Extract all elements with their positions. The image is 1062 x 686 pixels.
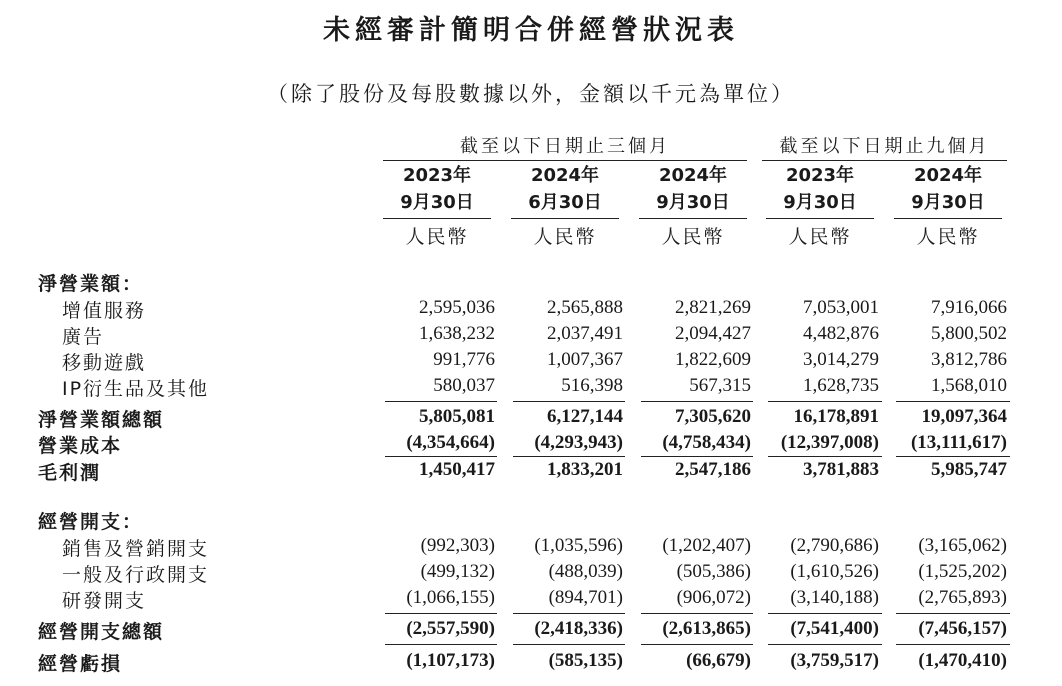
- row-label: IP衍生品及其他: [62, 378, 210, 400]
- cell-value: (4,293,943): [534, 432, 623, 453]
- cell-value: (7,456,157): [918, 618, 1007, 639]
- cell-value: 1,822,609: [675, 349, 751, 370]
- currency-label: 人民幣: [788, 226, 852, 248]
- header-underline: [894, 218, 1002, 219]
- column-year: 2024年: [658, 165, 728, 186]
- row-label: 淨營業額：: [38, 273, 144, 295]
- cell-value: (7,541,400): [790, 618, 879, 639]
- row-label: 毛利潤: [38, 462, 102, 484]
- cell-value: 2,037,491: [547, 323, 623, 344]
- column-header: [511, 162, 619, 216]
- header-underline: [766, 218, 874, 219]
- cell-value: 6,127,144: [547, 406, 623, 427]
- column-date: 9月30日: [656, 192, 730, 213]
- row-label: 淨營業額總額: [38, 409, 165, 431]
- cell-value: (499,132): [420, 561, 495, 582]
- cell-value: (505,386): [676, 561, 751, 582]
- cell-value: 3,812,786: [931, 349, 1007, 370]
- cell-value: (906,072): [676, 587, 751, 608]
- cell-value: (3,165,062): [918, 535, 1007, 556]
- subtotal-rule: [641, 401, 753, 402]
- table-row-cost: [0, 431, 1062, 457]
- cell-value: 2,094,427: [675, 323, 751, 344]
- cell-value: 580,037: [433, 375, 495, 396]
- column-date: 9月30日: [783, 192, 857, 213]
- cell-value: (13,111,617): [910, 432, 1007, 453]
- subtotal-rule: [513, 613, 625, 614]
- subtotal-rule: [896, 456, 1010, 457]
- header-underline: [511, 218, 619, 219]
- subtotal-rule: [513, 644, 625, 645]
- subtotal-rule: [896, 644, 1010, 645]
- cell-value: 1,007,367: [547, 349, 623, 370]
- column-year: 2023年: [402, 165, 472, 186]
- cell-value: (1,202,407): [662, 535, 751, 556]
- section-header-opex: [0, 507, 1062, 533]
- column-date: 9月30日: [400, 192, 474, 213]
- cell-value: 1,568,010: [931, 375, 1007, 396]
- table-row-mobile-games: [0, 348, 1062, 374]
- cell-value: 3,781,883: [803, 459, 879, 480]
- cell-value: 19,097,364: [921, 406, 1007, 427]
- cell-value: 1,450,417: [419, 459, 495, 480]
- subtotal-rule: [896, 613, 1010, 614]
- subtotal-rule: [385, 613, 497, 614]
- cell-value: (66,679): [686, 650, 751, 671]
- subtotal-rule: [641, 613, 753, 614]
- cell-value: (585,135): [548, 650, 623, 671]
- currency-label: 人民幣: [661, 226, 725, 248]
- row-label: 經營開支：: [38, 511, 144, 533]
- column-header: [383, 162, 491, 216]
- cell-value: (1,470,410): [918, 650, 1007, 671]
- row-label: 移動遊戲: [62, 352, 147, 374]
- cell-value: 991,776: [433, 349, 495, 370]
- subtotal-rule: [641, 644, 753, 645]
- cell-value: (1,107,173): [406, 650, 495, 671]
- cell-value: 2,547,186: [675, 459, 751, 480]
- column-year: 2024年: [913, 165, 983, 186]
- group-underline: [762, 160, 1007, 161]
- cell-value: 1,628,735: [803, 375, 879, 396]
- cell-value: (2,790,686): [790, 535, 879, 556]
- cell-value: (894,701): [548, 587, 623, 608]
- cell-value: (4,354,664): [406, 432, 495, 453]
- table-row-total-opex: [0, 617, 1062, 643]
- subtotal-rule: [768, 456, 882, 457]
- row-label: 銷售及營銷開支: [62, 538, 210, 560]
- cell-value: (3,140,188): [790, 587, 879, 608]
- cell-value: (2,765,893): [918, 587, 1007, 608]
- row-label: 廣告: [62, 326, 105, 348]
- cell-value: (1,610,526): [790, 561, 879, 582]
- currency-label: 人民幣: [405, 226, 469, 248]
- header-underline: [383, 218, 491, 219]
- cell-value: 7,053,001: [803, 297, 879, 318]
- page-subtitle: （除了股份及每股數據以外，金額以千元為單位）: [267, 82, 795, 106]
- cell-value: 516,398: [561, 375, 623, 396]
- cell-value: 16,178,891: [793, 406, 879, 427]
- currency-label: 人民幣: [916, 226, 980, 248]
- cell-value: 4,482,876: [803, 323, 879, 344]
- cell-value: (1,525,202): [918, 561, 1007, 582]
- subtotal-rule: [768, 401, 882, 402]
- table-row-operating-loss: [0, 649, 1062, 675]
- cell-value: 3,014,279: [803, 349, 879, 370]
- table-row-rd: [0, 586, 1062, 612]
- subtotal-rule: [768, 644, 882, 645]
- table-row-ads: [0, 322, 1062, 348]
- cell-value: (4,758,434): [662, 432, 751, 453]
- header-underline: [639, 218, 747, 219]
- row-label: 研發開支: [62, 590, 147, 612]
- subtotal-rule: [896, 401, 1010, 402]
- table-row-total-revenue: [0, 405, 1062, 431]
- currency-label: 人民幣: [533, 226, 597, 248]
- cell-value: (1,035,596): [534, 535, 623, 556]
- row-label: 營業成本: [38, 435, 123, 457]
- column-year: 2023年: [785, 165, 855, 186]
- group-underline: [383, 160, 747, 161]
- table-row-gross-profit: [0, 458, 1062, 484]
- column-header: [894, 162, 1002, 216]
- subtotal-rule: [768, 613, 882, 614]
- column-year: 2024年: [530, 165, 600, 186]
- cell-value: 2,821,269: [675, 297, 751, 318]
- cell-value: (488,039): [548, 561, 623, 582]
- cell-value: (12,397,008): [780, 432, 879, 453]
- column-header: [766, 162, 874, 216]
- column-header: [639, 162, 747, 216]
- subtotal-rule: [385, 456, 497, 457]
- cell-value: (3,759,517): [790, 650, 879, 671]
- cell-value: 567,315: [689, 375, 751, 396]
- cell-value: (2,613,865): [662, 618, 751, 639]
- column-date: 6月30日: [528, 192, 602, 213]
- row-label: 經營開支總額: [38, 621, 165, 643]
- column-date: 9月30日: [911, 192, 985, 213]
- subtotal-rule: [513, 401, 625, 402]
- table-row-ip: [0, 374, 1062, 400]
- section-header-revenue: [0, 269, 1062, 295]
- row-label: 增值服務: [62, 300, 147, 322]
- table-row-sales: [0, 534, 1062, 560]
- row-label: 一般及行政開支: [62, 564, 210, 586]
- cell-value: 2,595,036: [419, 297, 495, 318]
- cell-value: 1,833,201: [547, 459, 623, 480]
- cell-value: 5,805,081: [419, 406, 495, 427]
- subtotal-rule: [641, 456, 753, 457]
- cell-value: 5,800,502: [931, 323, 1007, 344]
- group-header-nine-months: 截至以下日期止九個月: [779, 136, 990, 157]
- table-row-vas: [0, 296, 1062, 322]
- cell-value: (2,557,590): [406, 618, 495, 639]
- cell-value: (2,418,336): [534, 618, 623, 639]
- subtotal-rule: [513, 456, 625, 457]
- row-label: 經營虧損: [38, 653, 123, 675]
- cell-value: (992,303): [420, 535, 495, 556]
- cell-value: 5,985,747: [931, 459, 1007, 480]
- cell-value: 2,565,888: [547, 297, 623, 318]
- table-row-ga: [0, 560, 1062, 586]
- subtotal-rule: [385, 644, 497, 645]
- group-header-three-months: 截至以下日期止三個月: [460, 136, 670, 157]
- cell-value: (1,066,155): [406, 587, 495, 608]
- cell-value: 7,916,066: [931, 297, 1007, 318]
- cell-value: 7,305,620: [675, 406, 751, 427]
- cell-value: 1,638,232: [419, 323, 495, 344]
- subtotal-rule: [385, 401, 497, 402]
- page-title: 未經審計簡明合併經營狀況表: [323, 15, 739, 46]
